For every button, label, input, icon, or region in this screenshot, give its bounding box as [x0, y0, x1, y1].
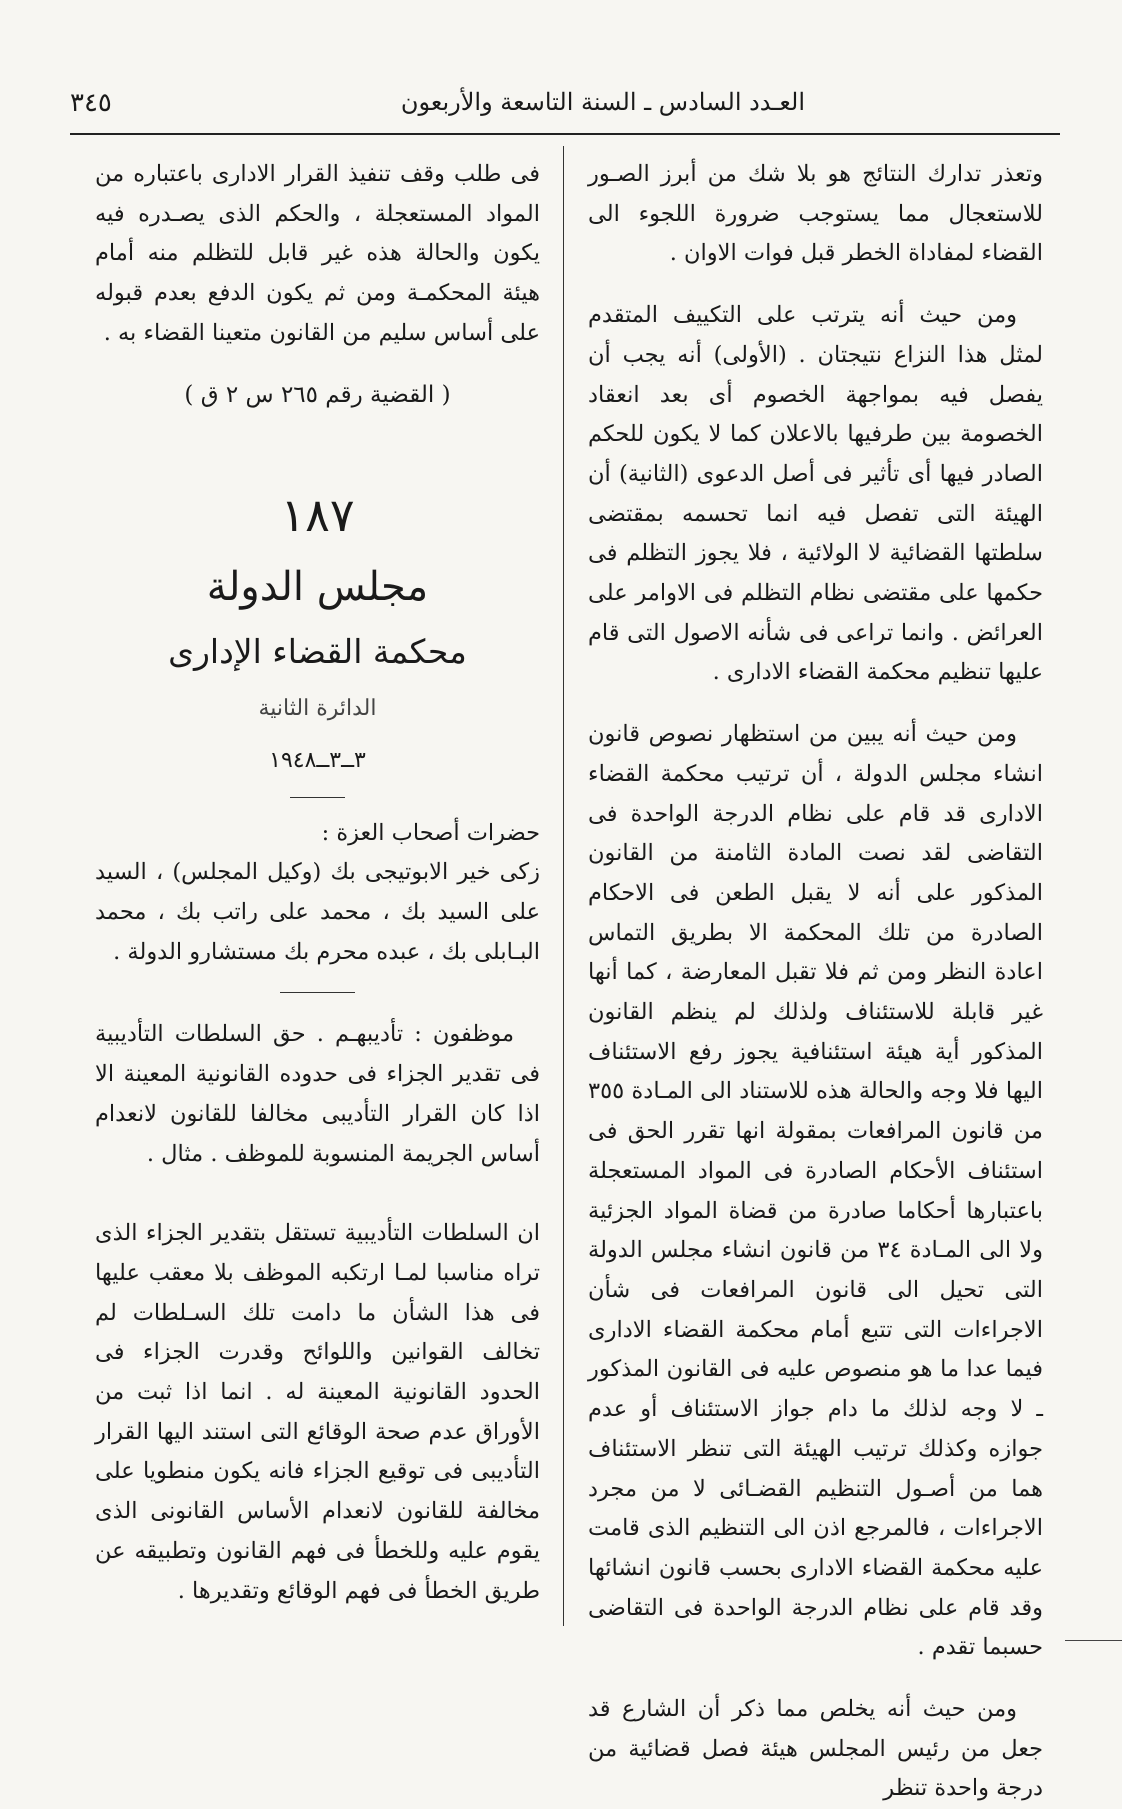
ruling-date: ٣ــ٣ــ١٩٤٨	[269, 747, 366, 773]
council-heading: مجلس الدولة	[206, 564, 429, 611]
right-column	[588, 155, 1043, 1809]
right-paragraph-4: ومن حيث أنه يخلص مما ذكر أن الشارع قد جعل من رئيس المجلس هيئة فصل قضائية من درجة واحدة تنظر	[588, 1696, 1043, 1802]
separator-rule-2	[280, 992, 355, 993]
legal-principle: ان السلطات التأديبية تستقل بتقدير الجزاء الذى تراه مناسبا لمـا ارتكبه الموظف بلا معقب عليها فى هذا الشأن ما دامت تلك السـلطات لم تخالف القوانين واللوائح وقدرت الجزاء فى الحدود القانونية المعينة له . انما اذا ثبت من الأوراق عدم صحة الوقائع التى استند اليها القرار التأديبى فى توقيع الجزاء فانه يكون منطويا على مخالفة للقانون لانعدام الأساس القانونى الذى يقوم عليه وللخطأ فى فهم القانون وتطبيقه عن طريق الخطأ فى فهم الوقائع وتقديرها .	[95, 1220, 540, 1604]
footer-mark	[1065, 1640, 1122, 1641]
ruling-number: ١٨٧	[280, 488, 355, 543]
column-divider	[563, 146, 564, 1626]
page-header	[70, 78, 1060, 128]
circuit-label: الدائرة الثانية	[258, 696, 377, 722]
court-heading: محكمة القضاء الإدارى	[168, 632, 467, 672]
left-column	[95, 155, 540, 1611]
attendance-text: زكى خير الابوتيجى بك (وكيل المجلس) ، السيد على السيد بك ، محمد على راتب بك ، محمد البـابلى بك ، عبده محرم بك مستشارو الدولة .	[95, 859, 540, 965]
separator-rule	[290, 797, 345, 798]
left-intro-paragraph: فى طلب وقف تنفيذ القرار الادارى باعتباره من المواد المستعجلة ، والحكم الذى يصـدره فيه يكون والحالة هذه غير قابل للتظلم منه أمام هيئة المحكمـة ومن ثم يكون الدفع بعدم قبوله على أساس سليم من القانون متعينا القضاء به .	[95, 161, 540, 346]
page-number: ٣٤٥	[70, 88, 112, 118]
headnote: موظفون : تأديبهـم . حق السلطات التأديبية فى تقدير الجزاء فى حدوده القانونية المعينة الا اذا كان القرار التأديبى مخالفا للقانون لانعدام أساس الجريمة المنسوبة للموظف . مثال .	[95, 1021, 540, 1167]
case-reference: ( القضية رقم ٢٦٥ س ٢ ق )	[184, 381, 451, 408]
running-title: العـدد السادس ـ السنة التاسعة والأربعون	[400, 88, 805, 116]
header-rule	[70, 133, 1060, 135]
right-paragraph-2: ومن حيث أنه يترتب على التكييف المتقدم لمثل هذا النزاع نتيجتان . (الأولى) أنه يجب أن يفصل فيه بمواجهة الخصوم أى بعد انعقاد الخصومة بين طرفيها بالاعلان كما لا يكون للحكم الصادر فيها أى تأثير فى أصل الدعوى (الثانية) أن الهيئة التى تفصل فيه انما تحسمه بمقتضى سلطتها القضائية لا الولائية ، فلا يجوز التظلم فى حكمها على مقتضى نظام التظلم فى الاوامر على العرائض . وانما تراعى فى شأنه الاصول التى قام عليها تنظيم محكمة القضاء الادارى .	[588, 302, 1043, 686]
right-paragraph-1: وتعذر تدارك النتائج هو بلا شك من أبرز الصـور للاستعجال مما يستوجب ضرورة اللجوء الى القضاء لمفاداة الخطر قبل فوات الاوان .	[588, 161, 1043, 267]
right-paragraph-3: ومن حيث أنه يبين من استظهار نصوص قانون انشاء مجلس الدولة ، أن ترتيب محكمة القضاء الادارى قد قام على نظام الدرجة الواحدة فى التقاضى لقد نصت المادة الثامنة من القانون المذكور على أنه لا يقبل الطعن فى الاحكام الصادرة من تلك المحكمة الا بطريق التماس اعادة النظر ومن ثم فلا تقبل المعارضة ، كما أنها غير قابلة للاستئناف ولذلك لم ينظم القانون المذكور أية هيئة استئنافية يجوز رفع الاستئناف اليها فلا وجه والحالة هذه للاستناد الى المـادة ٣٥٥ من قانون المرافعات بمقولة انها تقرر الحق فى استئناف الأحكام الصادرة فى المواد المستعجلة باعتبارها أحكاما صادرة من قضاة المواد الجزئية ولا الى المـادة ٣٤ من قانون انشاء مجلس الدولة التى تحيل الى قانون المرافعات فى شأن الاجراءات التى تتبع أمام محكمة القضاء الادارى فيما عدا ما هو منصوص عليه فى القانون المذكور ـ لا وجه لذلك ما دام جواز الاستئناف أو عدم جوازه وكذلك ترتيب الهيئة التى تنظر الاستئناف هما من أصـول التنظيم القضـائى لا من مجرد الاجراءات ، فالمرجع اذن الى التنظيم الذى قامت عليه محكمة القضاء الادارى بحسب قانون انشائها وقد قام على نظام الدرجة الواحدة فى التقاضى حسبما تقدم .	[588, 721, 1043, 1661]
attendance-heading: حضرات أصحاب العزة :	[321, 819, 540, 846]
